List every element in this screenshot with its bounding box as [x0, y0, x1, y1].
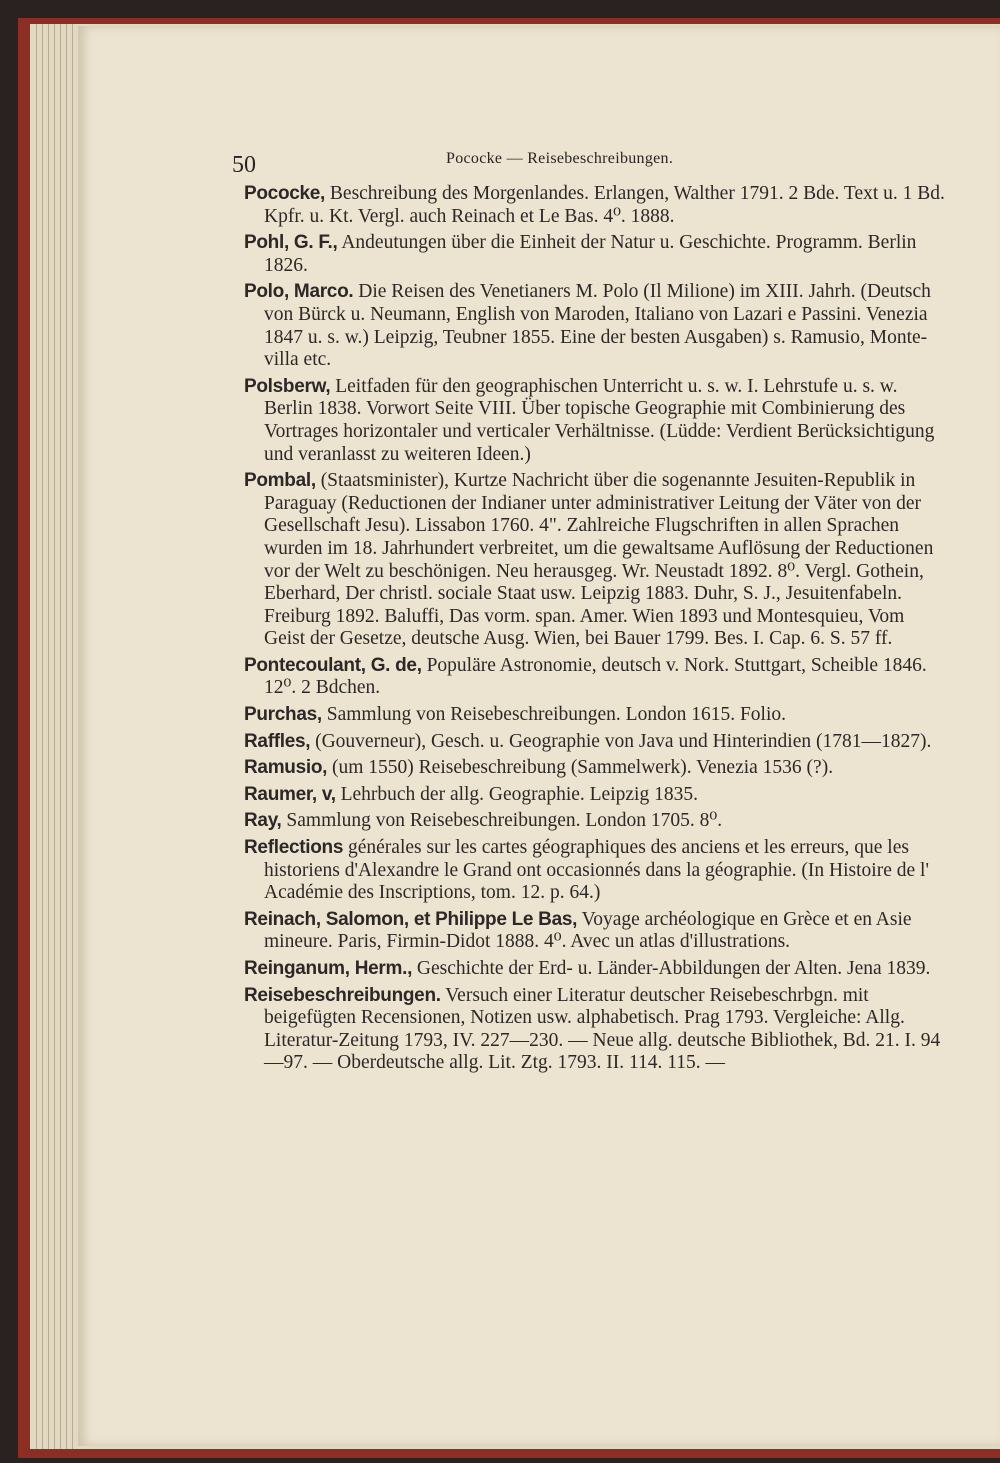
entry-head: Ramusio, — [244, 757, 328, 779]
entry-reisebeschreibungen — [244, 985, 950, 1075]
entry-polsberw — [244, 376, 950, 466]
entry-purchas — [244, 704, 950, 727]
entry-text: Leitfaden für den geographischen Unterricht u. s. w. I. Lehrstufe u. s. w. Berlin 1838. Vorwort Seite VIII. Über topische Geographie mit Combinierung des Vortrages horizontaler und verticaler Verhältnisse. (Lüdde: Verdient Berücksichtigung und veranlasst zu weiteren Ideen.) — [264, 375, 935, 465]
page-number: 50 — [232, 152, 256, 178]
entry-pococke — [244, 183, 950, 228]
entry-reinganum — [244, 958, 950, 981]
entry-text: Sammlung von Reisebeschreibungen. London 1705. 8⁰. — [286, 810, 723, 832]
entry-text: Andeutungen über die Einheit der Natur u. Geschichte. Programm. Berlin 1826. — [264, 232, 917, 276]
entry-ramusio — [244, 757, 950, 780]
entry-head: Reflections — [244, 837, 344, 859]
entry-head: Pontecoulant, G. de, — [244, 654, 422, 676]
entry-raffles — [244, 731, 950, 754]
entry-head: Pohl, G. F., — [244, 232, 338, 254]
entry-pontecoulant — [244, 655, 950, 700]
entry-text: Populäre Astronomie, deutsch v. Nork. Stuttgart, Scheible 1846. 12⁰. 2 Bdchen. — [264, 654, 927, 699]
entry-text: (um 1550) Reisebeschreibung (Sammelwerk). Venezia 1536 (?). — [332, 757, 834, 779]
entry-text: (Staatsminister), Kurtze Nachricht über die sogenannte Jesuiten-Republik in Paraguay (Reductionen der Indianer unter administrativer Leitung der Väter von der Gesellschaft Jesu). Lissabon 1760. 4". Zahlreiche Flugschriften in allen Sprachen wurden im 18. Jahrhundert verbreitet, um die gewaltsame Auflösung der Reductionen vor der Welt zu beschönigen. Neu herausgeg. Wr. Neustadt 1892. 8⁰. Vergl. Gothein, Eberhard, Der christl. sociale Staat usw. Leipzig 1883. Duhr, S. J., Jesuitenfabeln. Freiburg 1892. Baluffi, Das vorm. span. Amer. Wien 1893 und Montesquieu, Vom Geist der Gesetze, deutsche Ausg. Wien, bei Bauer 1799. Bes. I. Cap. 6. S. 57 ff. — [264, 470, 934, 650]
page-header — [232, 148, 952, 178]
entry-head: Ray, — [244, 810, 282, 832]
entry-head: Pombal, — [244, 470, 316, 492]
entry-text: générales sur les cartes géographiques des anciens et les erreurs, que les historiens d'Alexandre le Grand ont occasionnés dans la géographie. (In Histoire de l' Académie des Inscriptions, tom. 12. p. 64.) — [264, 837, 929, 904]
entry-head: Reisebeschreibungen. — [244, 984, 441, 1006]
entry-pombal — [244, 470, 950, 651]
entry-polo — [244, 281, 950, 371]
running-head: Pococke — Reisebeschreibungen. — [446, 150, 674, 167]
entry-head: Reinach, Salomon, et Philippe Le Bas, — [244, 908, 578, 930]
entry-text: Geschichte der Erd- u. Länder-Abbildungen der Alten. Jena 1839. — [416, 958, 931, 979]
entry-head: Pococke, — [244, 183, 326, 204]
entry-raumer — [244, 784, 950, 807]
entry-text: (Gouverneur), Gesch. u. Geographie von Java und Hinterindien (1781—1827). — [315, 730, 932, 752]
entry-head: Raffles, — [244, 730, 311, 752]
entry-text: Voyage archéologique en Grèce et en Asie mineure. Paris, Firmin-Didot 1888. 4⁰. Avec un atlas d'illustrations. — [264, 908, 912, 953]
entry-head: Purchas, — [244, 704, 322, 726]
entry-text: Beschreibung des Morgenlandes. Erlangen, Walther 1791. 2 Bde. Text u. 1 Bd. Kpfr. u. Kt. Vergl. auch Reinach et Le Bas. 4⁰. 1888. — [264, 183, 945, 227]
entry-reinach — [244, 909, 950, 954]
bibliography-entries — [244, 183, 950, 1079]
entry-head: Reinganum, Herm., — [244, 958, 413, 979]
entry-reflections — [244, 837, 950, 905]
entry-head: Raumer, v, — [244, 783, 336, 805]
entry-head: Polo, Marco. — [244, 281, 354, 303]
entry-head: Polsberw, — [244, 375, 331, 397]
entry-pohl — [244, 232, 950, 277]
entry-text: Lehrbuch der allg. Geographie. Leipzig 1835. — [340, 783, 698, 805]
entry-text: Sammlung von Reisebeschreibungen. London 1615. Folio. — [326, 704, 787, 726]
entry-ray — [244, 810, 950, 833]
entry-text: Die Reisen des Venetianers M. Polo (Il Milione) im XIII. Jahrh. (Deutsch von Bürck u. Neumann, English von Maroden, Italiano von Lazari e Passini. Venezia 1847 u. s. w.) Leipzig, Teubner 1855. Eine der besten Ausgaben) s. Ramusio, Monte-villa etc. — [264, 281, 931, 371]
entry-text: Versuch einer Literatur deutscher Reisebeschrbgn. mit beigefügten Recensionen, Notizen usw. alphabetisch. Prag 1793. Vergleiche: Allg. Literatur-Zeitung 1793, IV. 227—230. — Neue allg. deutsche Bibliothek, Bd. 21. I. 94—97. — Oberdeutsche allg. Lit. Ztg. 1793. II. 114. 115. — — [264, 984, 941, 1074]
